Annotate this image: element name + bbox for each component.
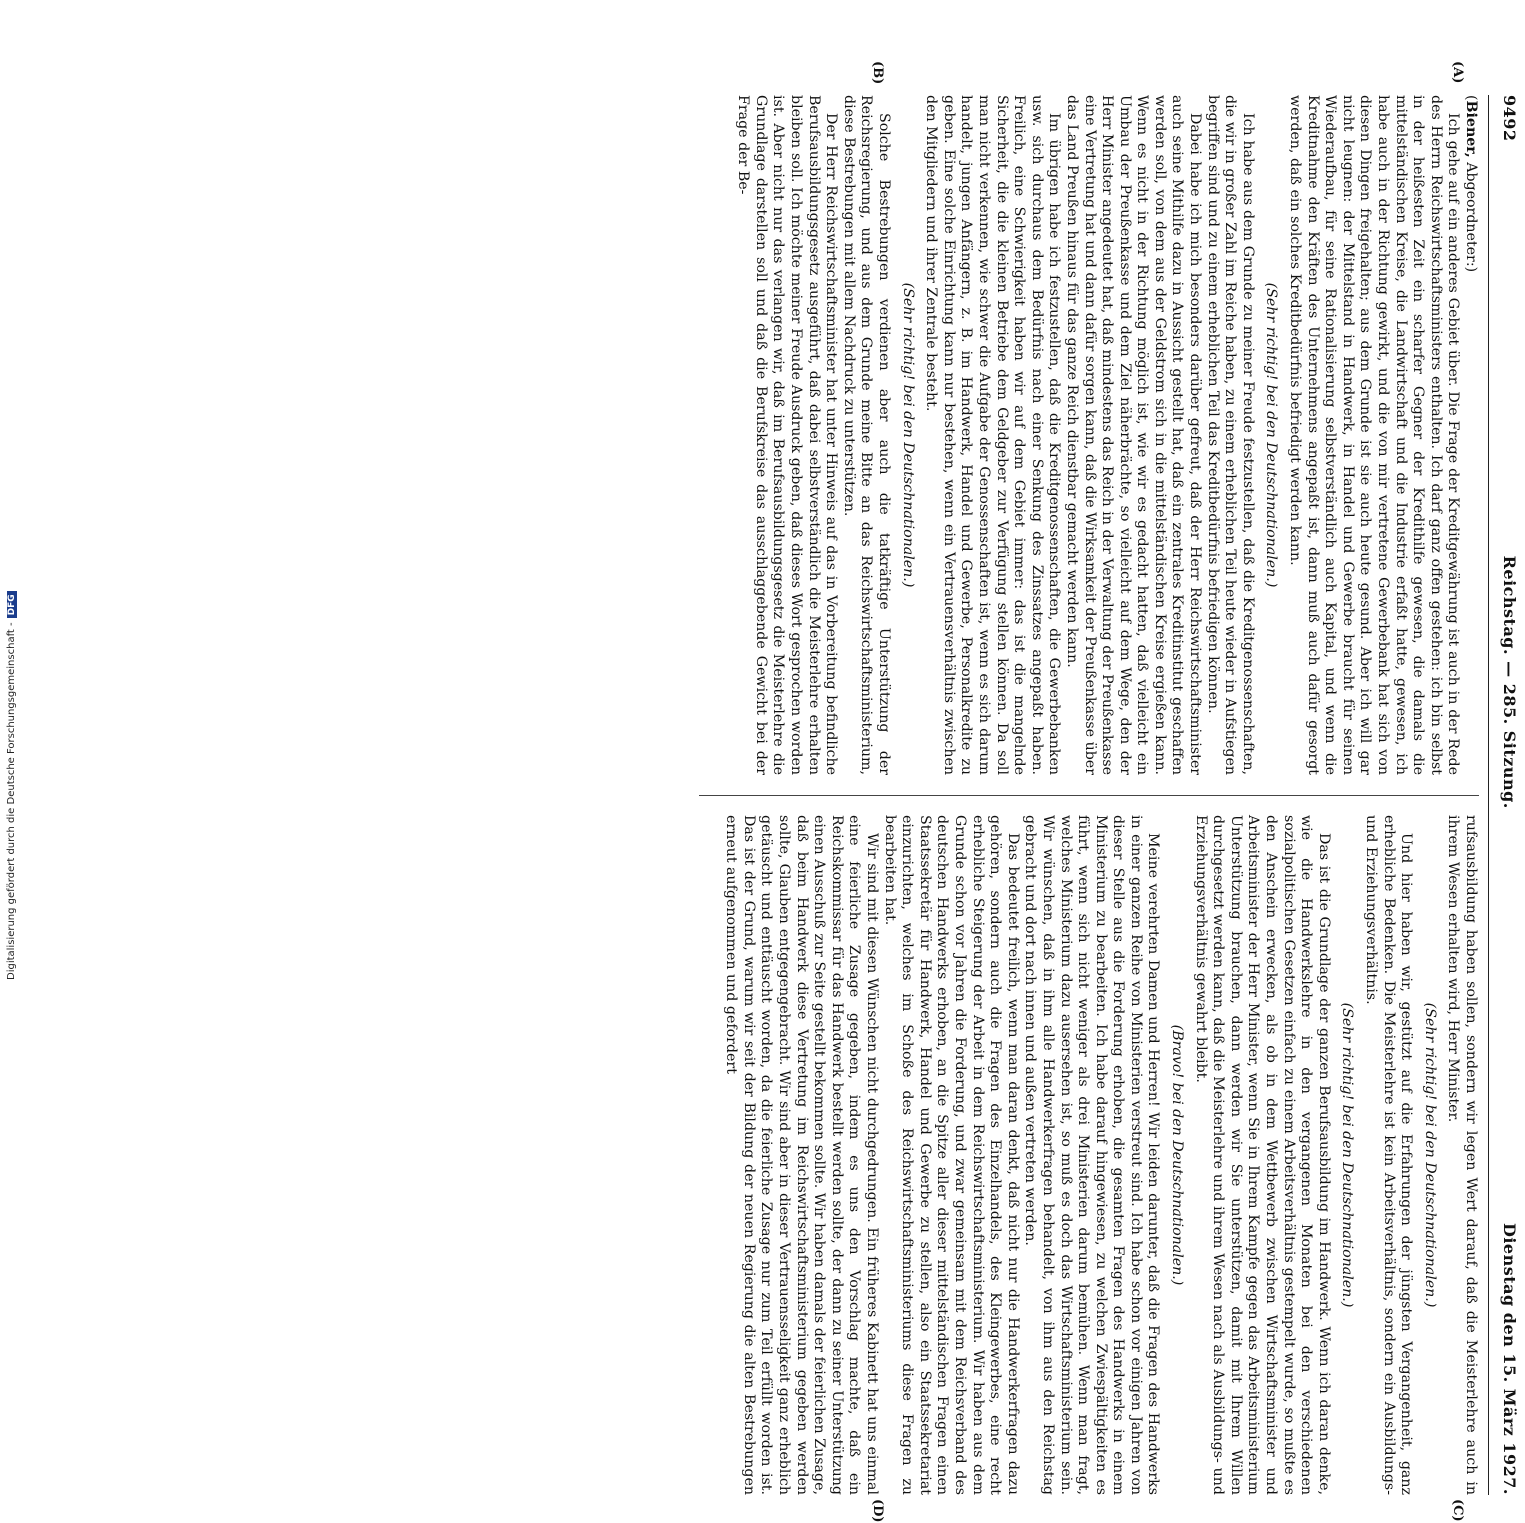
- speaker-name: Biener,: [1463, 100, 1479, 158]
- page-number: 9492: [1500, 95, 1520, 142]
- paragraph: Wir sind mit diesen Wünschen nicht durchgedrungen. Ein früheres Kabinett hat uns einmal eine feierliche Zusage gegeben, indem es uns den Vorschlag machte, daß ein Reichskommissar für das Handwerk bestellt werden sollte, der dann zu seiner Unterstützung einen Ausschuß zur Seite gestellt bekommen sollte. Wir haben damals der feierlichen Zusage, daß beim Handwerk diese Vertretung im Reichswirtschaftsministerium gegeben werden sollte, Glauben entgegengebracht. Wir sind aber in dieser Vertrauensseligkeit ganz erheblich getäuscht und enttäuscht worden, da die feierliche Zusage nur zum Teil erfüllt worden ist. Das ist der Grund, warum wir seit der Bildung der neuen Regierung die alten Bestrebungen erneut aufgenommen und gefordert: [723, 815, 880, 1495]
- footer-text: Digitalisierung gefördert durch die Deutsche Forschungsgemeinschaft -: [6, 622, 17, 980]
- applause-note: (Sehr richtig! bei den Deutschnationalen.): [1339, 1002, 1356, 1308]
- paragraph: Das ist die Grundlage der ganzen Berufsausbildung im Handwerk. Wenn ich daran denke, wie die Handwerkslehre in den vergangenen Monaten bei den verschiedenen sozialpolitischen Gesetzen einfach zu einem Arbeitsverhältnis gestempelt wurde, so mußte es den Anschein erwecken, als ob in dem Wettbewerb zwischen Wirtschaftsminister und Arbeitsminister der Herr Minister, wenn Sie in Ihrem Kampfe gegen das Arbeitsministerium Unterstützung brauchen, dann werden wir Sie unterstützen, damit mit Ihrem Willen durchgesetzt werden kann, daß die Meisterlehre und ihrem Wesen nach als Ausbildungs- und Erziehungsverhältnis gewahrt bleibt.: [1192, 815, 1332, 1495]
- applause-note: (Bravo! bei den Deutschnationalen.): [1169, 1024, 1186, 1286]
- margin-mark-d: (D): [870, 1499, 885, 1523]
- dfg-logo: DFG: [7, 591, 17, 618]
- column-divider: [699, 795, 1479, 796]
- paragraph: Ich habe aus dem Grunde zu meiner Freude festzustellen, daß die Kreditgenossenschaften, die wir in großer Zahl im Reiche haben, zu einem erheblichen Teil heute wieder in Aufstiegen begriffen sind und zu einem erheblichen Teil das Kreditbedürfnis befriedigen können.: [1204, 95, 1256, 775]
- paragraph: Und hier haben wir, gestützt auf die Erfahrungen der jüngsten Vergangenheit, ganz erhebliche Bedenken. Die Meisterlehre ist kein Arbeitsverhältnis, sondern ein Ausbildungs- und Erziehungsverhältnis.: [1363, 815, 1415, 1495]
- paragraph: rufsausbildung haben sollen, sondern wir legen Wert darauf, daß die Meisterlehre auch in ihrem Wesen erhalten wird, Herr Minister.: [1445, 815, 1479, 1495]
- digitization-footer: [6, 591, 17, 980]
- paragraph: Solche Bestrebungen verdienen aber auch die tatkräftige Unterstützung der Reichsregierung, und aus dem Grunde meine Bitte an das Reichswirtschaftsministerium, diese Bestrebungen mit allem Nachdruck zu unterstützen.: [840, 95, 892, 775]
- speaker-line: (Biener, Abgeordneter:): [1463, 95, 1479, 273]
- margin-mark-c: (C): [1450, 1499, 1465, 1522]
- page-title: Reichstag. — 285. Sitzung.: [1500, 555, 1520, 809]
- paragraph: Im übrigen habe ich festzustellen, daß die Kreditgenossenschaften, die Gewerbebanken usw. sich durchaus dem Bedürfnis nach einer Senkung des Zinssatzes angepaßt haben. Freilich, eine Schwierigkeit haben wir auf dem Gebiet immer: das ist die mangelnde Sicherheit, die die kleinen Betriebe dem Geldgeber zur Verfügung stellen können. Da soll man nicht verkennen, wie schwer die Aufgabe der Genossenschaften ist, wenn es sich darum handelt, jungen Anfängern, z. B. im Handwerk, Handel und Gewerbe, Personalkredite zu geben. Eine solche Einrichtung kann nur bestehen, wenn ein Vertrauensverhältnis zwischen den Mitgliedern und ihrer Zentrale besteht.: [923, 95, 1063, 775]
- page-header: [1495, 95, 1525, 1495]
- paragraph: Dabei habe ich mich besonders darüber gefreut, daß der Herr Reichswirtschaftsminister auch seine Mithilfe dazu in Aussicht gestellt hat, daß ein zentrales Kreditinstitut geschaffen werden soll, von dem aus der Geldstrom sich in die mittelständischen Kreise ergießen kann. Wenn es nicht in der Richtung möglich ist, wie wir es gedacht hatten, daß vielleicht ein Umbau der Preußenkasse und dem Ziel näherbrächte, so vielleicht auf dem Wege, den der Herr Minister angedeutet hat, daß mindestens das Reich in der Verwaltung der Preußenkasse eine Vertretung hat und dann dafür sorgen kann, daß die Wirksamkeit der Preußenkasse über das Land Preußen hinaus für das ganze Reich dienstbar gemacht werden kann.: [1063, 95, 1204, 775]
- speaker-role: Abgeordneter:: [1463, 162, 1479, 267]
- right-column: [699, 815, 1479, 1495]
- page-date: Dienstag den 15. März 1927.: [1500, 1222, 1520, 1495]
- paragraph: Der Herr Reichswirtschaftsminister hat unter Hinweis auf das in Vorbereitung befindliche Berufsausbildungsgesetz ausgeführt, daß dabei selbstverständlich die Meisterlehre erhalten bleiben soll. Ich möchte meiner Freude Ausdruck geben, daß dieses Wort gesprochen worden ist. Aber nicht nur das verlangen wir, daß im Berufsausbildungsgesetz die Meisterlehre die Grundlage darstellen soll und daß die Berufskreise das ausschlaggebende Gewicht bei der Frage der Be-: [735, 95, 840, 775]
- header-rule: [1488, 95, 1489, 1495]
- rotated-page: [125, 61, 1525, 1523]
- paragraph: Meine verehrten Damen und Herren! Wir leiden darunter, daß die Fragen des Handwerks in einer ganzen Reihe von Ministerien verstreut sind. Ich habe schon vor einigen Jahren von dieser Stelle aus die Forderung erhoben, die gesamten Fragen des Handwerks in einem Ministerium zu bearbeiten. Ich habe darauf hingewiesen, zu welchen Zwiespältigkeiten es führt, wenn sich nicht weniger als drei Ministerien darum bemühen. Wenn man fragt, welches Ministerium dazu ausersehen ist, so muß es doch das Wirtschaftsministerium sein. Wir wünschen, daß in ihm alle Handwerkerfragen behandelt, von ihm aus den Reichstag gebracht und dort nach innen und außen vertreten werden.: [1022, 815, 1162, 1495]
- applause-note: (Sehr richtig! bei den Deutschnationalen.): [1263, 282, 1280, 588]
- margin-mark-b: (B): [870, 61, 885, 85]
- applause-note: (Sehr richtig! bei den Deutschnationalen.): [899, 282, 916, 588]
- paragraph: Ich gehe auf ein anderes Gebiet über. Die Frage der Kreditgewährung ist auch in der Rede des Herrn Reichswirtschaftsministers enthalten. Ich darf ganz offen gestehen: ich bin selbst in der heißesten Zeit ein scharfer Gegner der Kredithilfe gewesen, die damals die mittelständischen Kreise, die Landwirtschaft und die Industrie erfaßt hatte, gewesen, ich habe auch in der Richtung gewirkt, und die von mir vertretene Gewerbebank hat sich von diesen Dingen freigehalten; aus dem Grunde ist sie auch heute gesund. Aber ich will gar nicht leugnen: der Mittelstand in Handwerk, in Handel und Gewerbe braucht für seinen Wiederaufbau, für seine Rationalisierung selbstverständlich auch Kapital, und wenn die Kreditnahme den Kräften des Unternehmens angepaßt ist, dann muß auch dafür gesorgt werden, daß ein solches Kreditbedürfnis befriedigt werden kann.: [1287, 95, 1462, 775]
- paragraph: Das bedeutet freilich, wenn man daran denkt, daß nicht nur die Handwerkerfragen dazu gehören, sondern auch die Fragen des Einzelhandels, des Kleingewerbes, eine recht erhebliche Steigerung der Arbeit in dem Reichswirtschaftsministerium. Wir haben aus dem Grunde schon vor Jahren die Forderung, und zwar gemeinsam mit dem Reichsverband des deutschen Handwerks erhoben, an die Spitze aller dieser mittelständischen Fragen einen Staatssekretär für Handwerk, Handel und Gewerbe zu stellen, also ein Staatssekretariat einzurichten, welches im Schoße des Reichswirtschaftsministeriums diese Fragen zu bearbeiten hat.: [881, 815, 1021, 1495]
- applause-note: (Sehr richtig! bei den Deutschnationalen.): [1421, 1002, 1438, 1308]
- left-column: [699, 95, 1479, 775]
- margin-mark-a: (A): [1450, 61, 1465, 84]
